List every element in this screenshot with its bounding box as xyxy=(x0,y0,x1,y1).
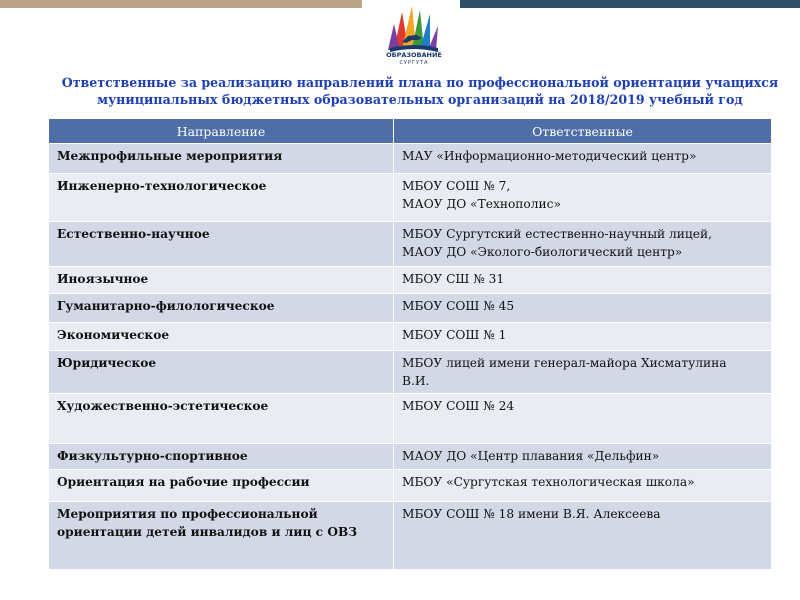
responsibility-table xyxy=(48,118,772,570)
table-row xyxy=(49,323,772,351)
responsible-line: МАОУ ДО «Эколого-биологический центр» xyxy=(402,245,683,259)
direction-cell: Иноязычное xyxy=(49,267,394,294)
responsible-line: МАОУ ДО «Центр плавания «Дельфин» xyxy=(402,449,660,463)
responsible-line: МАОУ ДО «Технополис» xyxy=(402,197,561,211)
table-header-row xyxy=(49,119,772,144)
table-row xyxy=(49,144,772,174)
top-decor-bar-left xyxy=(0,0,362,8)
logo-subtext: СУРГУТА xyxy=(399,60,429,66)
responsible-cell xyxy=(394,470,772,502)
responsible-line: МАУ «Информационно-методический центр» xyxy=(402,149,697,163)
responsible-line: МБОУ лицей имени генерал-майора Хисматулина xyxy=(402,356,727,370)
title-line-1: Ответственные за реализацию направлений плана по профессиональной ориентации учащихся xyxy=(61,75,779,90)
table-row xyxy=(49,294,772,323)
responsible-cell xyxy=(394,323,772,351)
responsible-line: МБОУ «Сургутская технологическая школа» xyxy=(402,475,695,489)
direction-cell: Инженерно-технологическое xyxy=(49,174,394,222)
responsible-cell xyxy=(394,174,772,222)
responsible-line: МБОУ СОШ № 7, xyxy=(402,179,511,193)
responsible-line: МБОУ СОШ № 1 xyxy=(402,328,507,342)
header-responsible: Ответственные xyxy=(394,119,772,144)
table-row xyxy=(49,502,772,570)
direction-cell: Естественно-научное xyxy=(49,222,394,267)
direction-cell: Гуманитарно-филологическое xyxy=(49,294,394,323)
table-row xyxy=(49,222,772,267)
table-row xyxy=(49,351,772,394)
responsible-cell xyxy=(394,394,772,444)
title-line-2: муниципальных бюджетных образовательных организаций на 2018/2019 учебный год xyxy=(97,92,743,107)
direction-cell: Экономическое xyxy=(49,323,394,351)
header-direction: Направление xyxy=(49,119,394,144)
table-row xyxy=(49,444,772,470)
responsible-cell xyxy=(394,294,772,323)
table-row xyxy=(49,470,772,502)
direction-cell: Художественно-эстетическое xyxy=(49,394,394,444)
responsible-line: В.И. xyxy=(402,374,430,388)
responsible-cell xyxy=(394,502,772,570)
table-row xyxy=(49,174,772,222)
top-decor-bar-right xyxy=(460,0,800,8)
responsible-line: МБОУ СОШ № 18 имени В.Я. Алексеева xyxy=(402,507,661,521)
responsible-cell xyxy=(394,267,772,294)
direction-cell: Межпрофильные мероприятия xyxy=(49,144,394,174)
responsible-cell xyxy=(394,351,772,394)
direction-cell: Юридическое xyxy=(49,351,394,394)
responsible-cell xyxy=(394,222,772,267)
responsible-line: МБОУ СОШ № 24 xyxy=(402,399,515,413)
responsible-line: МБОУ Сургутский естественно-научный лицей, xyxy=(402,227,712,241)
responsible-cell xyxy=(394,144,772,174)
responsible-line: МБОУ СОШ № 45 xyxy=(402,299,515,313)
responsible-line: МБОУ СШ № 31 xyxy=(402,272,505,286)
table-row xyxy=(49,267,772,294)
direction-cell: Ориентация на рабочие профессии xyxy=(49,470,394,502)
direction-cell: Физкультурно-спортивное xyxy=(49,444,394,470)
direction-cell: Мероприятия по профессиональной ориентации детей инвалидов и лиц с ОВЗ xyxy=(49,502,394,570)
logo-text: ОБРАЗОВАНИЕ xyxy=(386,51,442,59)
table-row xyxy=(49,394,772,444)
responsible-cell xyxy=(394,444,772,470)
page-title xyxy=(40,74,800,108)
